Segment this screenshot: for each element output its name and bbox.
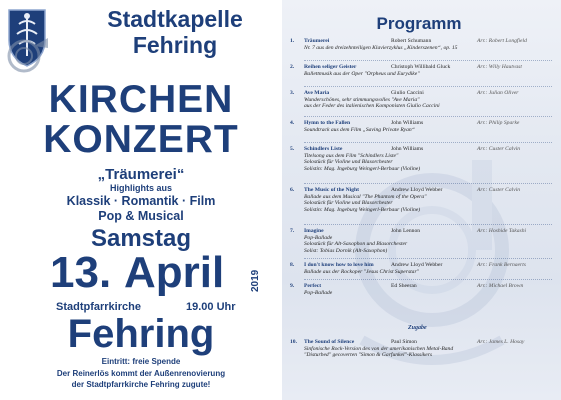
concert-time: 19.00 Uhr	[186, 301, 236, 313]
item-separator	[304, 258, 552, 259]
band-name	[72, 6, 278, 58]
programme-item-composer: Andrew Lloyd Webber	[391, 262, 443, 268]
highlights-label: Highlights aus	[109, 183, 172, 193]
description-line: Pop-Ballade	[304, 289, 333, 296]
description-line: "Disturbed" gecoverten "Simon & Garfunkel"-Klassikers	[304, 352, 433, 359]
programme-item-arranger: Arr.: Philip Sparke	[477, 120, 520, 126]
date-day: 13.	[50, 248, 112, 297]
programme-item-title: Träumerei	[304, 38, 330, 44]
programme-item-number: 5.	[290, 146, 295, 152]
item-separator	[304, 279, 552, 280]
programme-item-number: 6.	[290, 187, 295, 193]
proceeds-line2: der Stadtpfarrkirche Fehring zugute!	[71, 380, 211, 389]
programme-item-arranger: Arr.: Julian Oliver	[477, 90, 519, 96]
programme-item-number: 4.	[290, 120, 295, 126]
programme-item-arranger: Arr.: Robert Longfield	[477, 38, 527, 44]
description-line: Solostück für Alt-Saxophon und Blasorchester	[304, 241, 408, 248]
programme-panel	[282, 0, 561, 400]
programme-item-description	[304, 153, 554, 173]
programme-item-description	[304, 127, 554, 134]
venue: Stadtpfarrkirche	[56, 301, 141, 313]
programme-item-title: Hymn to the Fallen	[304, 120, 351, 126]
concert-quote: „Träumerei“	[97, 166, 185, 183]
description-line: Solistin: Mag. Ingeburg Weingerl-Berbaur (Violine)	[304, 206, 421, 213]
description-line: Ballade aus der Rockoper "Jesus Christ Superstar"	[304, 268, 420, 275]
description-line: Soundtrack aus dem Film „Saving Private Ryan“	[304, 126, 415, 133]
item-separator	[304, 224, 552, 225]
description-line: Solistin: Mag. Ingeburg Weingerl-Berbaur (Violine)	[304, 165, 421, 172]
item-separator	[304, 116, 552, 117]
description-line: Sinfonische Rock-Version des von der amerikanischen Metal-Band	[304, 345, 454, 352]
programme-item-arranger: Arr.: Custer Calvin	[477, 146, 521, 152]
programme-item-composer: Paul Simon	[391, 339, 417, 345]
description-line: Ballade aus dem Musical "The Phantom of the Opera"	[304, 193, 427, 200]
programme-item-arranger: Arr.: Michael Brown	[477, 283, 524, 289]
programme-item-composer: Andrew Lloyd Webber	[391, 187, 443, 193]
programme-item-title: Ave Maria	[304, 90, 330, 96]
programme-item-composer: Ed Sheeran	[391, 283, 417, 289]
programme-item-composer: Christoph Willibald Gluck	[391, 64, 451, 70]
programme-item-number: 10.	[290, 339, 297, 345]
item-separator	[304, 142, 552, 143]
programme-item-description	[304, 45, 554, 52]
description-line: aus der Feder des italienischen Komponisten Giulio Caccini	[304, 103, 440, 110]
programme-item-composer: John Williams	[391, 146, 424, 152]
programme-item-title: Reihen seliger Geister	[304, 64, 357, 70]
band-name-line2: Fehring	[132, 32, 218, 58]
genres-line1: Klassik · Romantik · Film	[66, 194, 216, 208]
programme-item-composer: Robert Schumann	[391, 38, 432, 44]
programme-item-title: The Music of the Night	[304, 187, 360, 193]
description-line: Solostück für Violine und Blasorchester	[304, 200, 393, 207]
programme-item-title: The Sound of Silence	[304, 339, 355, 345]
programme-item-composer: Giulio Caccini	[391, 90, 424, 96]
programme-item-number: 3.	[290, 90, 295, 96]
headline-konzert: KONZERT	[43, 118, 239, 161]
encore-label: Zugabe	[408, 325, 427, 331]
programme-item-title: Imagine	[304, 228, 324, 234]
entry-note: Eintritt: freie Spende	[101, 357, 181, 366]
description-line: Nr. 7 aus den dreizehnteiligen Klavierzyklus „Kinderszenen“, op. 15	[304, 44, 458, 51]
programme-item-title: Perfect	[304, 283, 322, 289]
description-line: Wunderschönes, sehr stimmungsvolles "Ave Maria"	[304, 96, 420, 103]
programme-item-composer: John Williams	[391, 120, 424, 126]
description-line: Solist: Tobias Dornik (Alt-Saxophon)	[304, 247, 388, 254]
description-line: Ballettmusik aus der Oper "Orpheus und Eurydike"	[304, 70, 420, 77]
programme-item-arranger: Arr.: James L. Hosay	[477, 339, 525, 345]
description-line: Titelsong aus dem Film "Schindlers Liste"	[304, 152, 399, 159]
programme-item-description	[304, 269, 554, 276]
programme-item-title: Schindlers Liste	[304, 146, 343, 152]
item-separator	[304, 86, 552, 87]
proceeds-line1: Der Reinerlös kommt der Außenrenovierung	[56, 369, 226, 378]
programme-item-number: 9.	[290, 283, 295, 289]
programme-item-description	[304, 194, 554, 214]
horn-icon	[4, 34, 50, 74]
programme-item-description	[304, 290, 554, 297]
programme-item-arranger: Arr.: Willy Hautvast	[477, 64, 522, 70]
programme-item-description	[304, 71, 554, 78]
item-separator	[304, 60, 552, 61]
weekday: Samstag	[90, 225, 192, 252]
programme-item-title: I don't know how to love him	[304, 262, 374, 268]
description-line: Solostück für Violine und Blasorchester	[304, 159, 393, 166]
programme-title: Programm	[376, 14, 462, 33]
headline-kirchen: KIRCHEN	[48, 78, 234, 121]
programme-item-number: 2.	[290, 64, 295, 70]
date-year: 2019	[250, 269, 261, 292]
town-name: Fehring	[67, 312, 215, 356]
programme-item-arranger: Arr.: Custer Calvin	[477, 187, 521, 193]
date-month: April	[124, 248, 225, 297]
programme-item-arranger: Arr.: Frank Bernaerts	[477, 262, 526, 268]
programme-item-description	[304, 97, 554, 110]
programme-item-description	[304, 235, 554, 255]
description-line: Pop-Ballade	[304, 234, 333, 241]
genres-line2: Pop & Musical	[98, 209, 184, 223]
programme-item-number: 7.	[290, 228, 295, 234]
programme-item-arranger: Arr.: Hoshide Takashi	[477, 228, 527, 234]
programme-item-description	[304, 346, 554, 359]
programme-item-composer: John Lennon	[391, 228, 421, 234]
programme-item-number: 1.	[290, 38, 295, 44]
programme-item-number: 8.	[290, 262, 295, 268]
item-separator	[304, 183, 552, 184]
band-name-line1: Stadtkapelle	[107, 6, 243, 32]
